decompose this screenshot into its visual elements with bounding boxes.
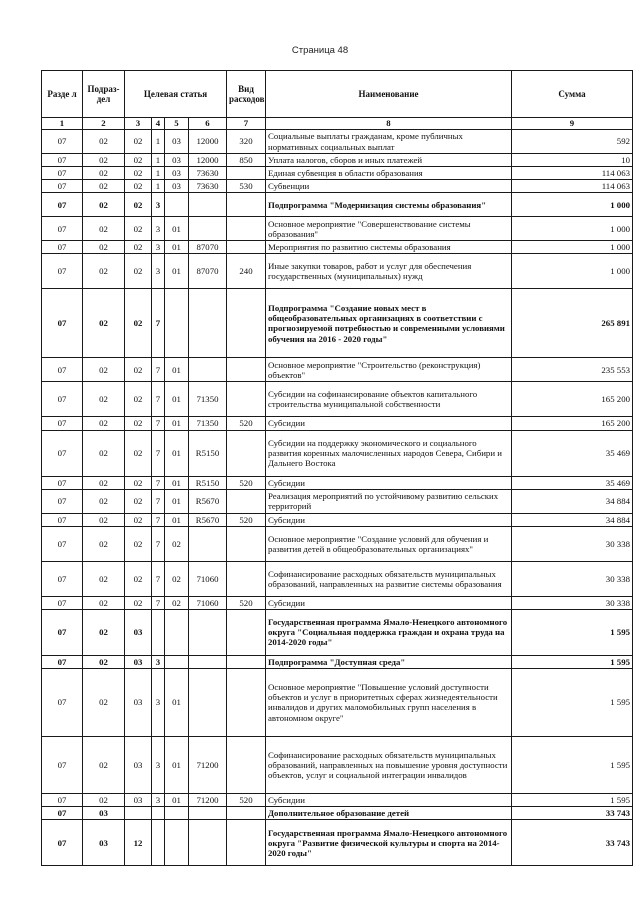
activity-code-cell: 02 <box>165 561 189 596</box>
activity-code-cell: 03 <box>165 167 189 180</box>
amount-cell: 1 595 <box>512 655 633 668</box>
program-code-cell <box>125 807 152 820</box>
subprogram-code-cell: 3 <box>152 793 165 806</box>
amount-cell: 30 338 <box>512 526 633 561</box>
direction-code-cell <box>189 526 227 561</box>
program-code-cell: 02 <box>125 382 152 417</box>
amount-cell: 1 595 <box>512 668 633 736</box>
amount-cell: 33 743 <box>512 820 633 866</box>
header-row <box>42 71 633 118</box>
razdel-cell: 07 <box>42 382 83 417</box>
program-code-cell: 02 <box>125 561 152 596</box>
podrazdel-cell: 02 <box>83 254 125 289</box>
table-row <box>42 154 633 167</box>
amount-cell: 265 891 <box>512 289 633 358</box>
col-number: 1 <box>42 118 83 130</box>
podrazdel-cell: 02 <box>83 217 125 241</box>
razdel-cell: 07 <box>42 655 83 668</box>
col-number: 3 <box>125 118 152 130</box>
expense-type-cell <box>227 193 266 217</box>
activity-code-cell: 01 <box>165 430 189 476</box>
activity-code-cell: 01 <box>165 241 189 254</box>
razdel-cell: 07 <box>42 193 83 217</box>
subprogram-code-cell: 1 <box>152 180 165 193</box>
razdel-cell: 07 <box>42 180 83 193</box>
expense-type-cell <box>227 167 266 180</box>
razdel-cell: 07 <box>42 154 83 167</box>
item-name-cell: Государственная программа Ямало-Ненецкого автономного округа "Социальная поддержка граждан и охрана труда на 2014-2020 годы" <box>266 609 512 655</box>
item-name-cell: Субсидии <box>266 596 512 609</box>
activity-code-cell: 03 <box>165 154 189 167</box>
amount-cell: 33 743 <box>512 807 633 820</box>
podrazdel-cell: 02 <box>83 489 125 513</box>
expense-type-cell <box>227 382 266 417</box>
header-sum: Сумма <box>512 71 633 118</box>
item-name-cell: Софинансирование расходных обязательств муниципальных образований, направленных на развитие системы образования <box>266 561 512 596</box>
expense-type-cell: 520 <box>227 793 266 806</box>
expense-type-cell <box>227 655 266 668</box>
razdel-cell: 07 <box>42 513 83 526</box>
item-name-cell: Субвенции <box>266 180 512 193</box>
direction-code-cell: 87070 <box>189 241 227 254</box>
table-row <box>42 596 633 609</box>
amount-cell: 1 000 <box>512 217 633 241</box>
expense-type-cell <box>227 820 266 866</box>
subprogram-code-cell: 7 <box>152 526 165 561</box>
activity-code-cell: 01 <box>165 217 189 241</box>
table-row <box>42 668 633 736</box>
razdel-cell: 07 <box>42 241 83 254</box>
amount-cell: 35 469 <box>512 430 633 476</box>
expense-type-cell <box>227 358 266 382</box>
direction-code-cell <box>189 807 227 820</box>
budget-table <box>41 70 633 866</box>
subprogram-code-cell: 7 <box>152 476 165 489</box>
subprogram-code-cell: 7 <box>152 513 165 526</box>
activity-code-cell: 01 <box>165 489 189 513</box>
podrazdel-cell: 02 <box>83 167 125 180</box>
page-number-label: Страница 48 <box>291 45 349 56</box>
table-row <box>42 130 633 154</box>
podrazdel-cell: 03 <box>83 820 125 866</box>
item-name-cell: Единая субвенция в области образования <box>266 167 512 180</box>
expense-type-cell: 520 <box>227 513 266 526</box>
amount-cell: 34 884 <box>512 513 633 526</box>
expense-type-cell: 520 <box>227 476 266 489</box>
direction-code-cell <box>189 820 227 866</box>
program-code-cell: 03 <box>125 609 152 655</box>
table-row <box>42 193 633 217</box>
amount-cell: 1 595 <box>512 736 633 793</box>
direction-code-cell: 71060 <box>189 561 227 596</box>
direction-code-cell: R5670 <box>189 489 227 513</box>
item-name-cell: Софинансирование расходных обязательств муниципальных образований, направленных на повышение уровня доступности объектов, услуг и социальной интеграции инвалидов <box>266 736 512 793</box>
expense-type-cell <box>227 736 266 793</box>
activity-code-cell: 01 <box>165 358 189 382</box>
table-row <box>42 476 633 489</box>
subprogram-code-cell: 7 <box>152 596 165 609</box>
subprogram-code-cell: 3 <box>152 668 165 736</box>
program-code-cell: 02 <box>125 489 152 513</box>
table-row <box>42 820 633 866</box>
program-code-cell: 02 <box>125 254 152 289</box>
expense-type-cell: 520 <box>227 596 266 609</box>
table-row <box>42 513 633 526</box>
table-row <box>42 609 633 655</box>
razdel-cell: 07 <box>42 561 83 596</box>
razdel-cell: 07 <box>42 254 83 289</box>
item-name-cell: Субсидии <box>266 793 512 806</box>
podrazdel-cell: 02 <box>83 596 125 609</box>
program-code-cell: 03 <box>125 736 152 793</box>
program-code-cell: 02 <box>125 167 152 180</box>
activity-code-cell: 01 <box>165 254 189 289</box>
table-row <box>42 489 633 513</box>
direction-code-cell: 71060 <box>189 596 227 609</box>
direction-code-cell: 73630 <box>189 167 227 180</box>
razdel-cell: 07 <box>42 358 83 382</box>
item-name-cell: Субсидии <box>266 513 512 526</box>
table-row <box>42 382 633 417</box>
subprogram-code-cell: 1 <box>152 130 165 154</box>
subprogram-code-cell <box>152 807 165 820</box>
expense-type-cell <box>227 609 266 655</box>
direction-code-cell <box>189 655 227 668</box>
activity-code-cell: 01 <box>165 793 189 806</box>
activity-code-cell <box>165 807 189 820</box>
direction-code-cell <box>189 609 227 655</box>
podrazdel-cell: 02 <box>83 358 125 382</box>
direction-code-cell: 87070 <box>189 254 227 289</box>
program-code-cell: 02 <box>125 526 152 561</box>
amount-cell: 592 <box>512 130 633 154</box>
activity-code-cell: 01 <box>165 382 189 417</box>
program-code-cell: 02 <box>125 154 152 167</box>
table-row <box>42 254 633 289</box>
program-code-cell: 02 <box>125 180 152 193</box>
expense-type-cell: 520 <box>227 417 266 430</box>
item-name-cell: Уплата налогов, сборов и иных платежей <box>266 154 512 167</box>
amount-cell: 114 063 <box>512 180 633 193</box>
expense-type-cell <box>227 217 266 241</box>
subprogram-code-cell: 3 <box>152 655 165 668</box>
table-row <box>42 526 633 561</box>
razdel-cell: 07 <box>42 609 83 655</box>
header-expense-type: Вид расходов <box>227 71 266 118</box>
expense-type-cell <box>227 289 266 358</box>
col-number: 9 <box>512 118 633 130</box>
amount-cell: 30 338 <box>512 561 633 596</box>
podrazdel-cell: 02 <box>83 193 125 217</box>
podrazdel-cell: 02 <box>83 655 125 668</box>
direction-code-cell <box>189 217 227 241</box>
table-row <box>42 217 633 241</box>
direction-code-cell: 12000 <box>189 154 227 167</box>
expense-type-cell: 320 <box>227 130 266 154</box>
header-razdel: Разде л <box>42 71 83 118</box>
table-body <box>42 130 633 866</box>
expense-type-cell <box>227 241 266 254</box>
table-row <box>42 655 633 668</box>
activity-code-cell: 01 <box>165 668 189 736</box>
amount-cell: 1 000 <box>512 254 633 289</box>
program-code-cell: 02 <box>125 596 152 609</box>
item-name-cell: Основное мероприятие "Создание условий для обучения и развития детей в общеобразовательных организациях" <box>266 526 512 561</box>
activity-code-cell <box>165 193 189 217</box>
amount-cell: 10 <box>512 154 633 167</box>
direction-code-cell <box>189 289 227 358</box>
program-code-cell: 02 <box>125 430 152 476</box>
amount-cell: 1 595 <box>512 793 633 806</box>
table-row <box>42 180 633 193</box>
item-name-cell: Иные закупки товаров, работ и услуг для обеспечения государственных (муниципальных) нужд <box>266 254 512 289</box>
podrazdel-cell: 02 <box>83 793 125 806</box>
razdel-cell: 07 <box>42 736 83 793</box>
activity-code-cell: 03 <box>165 180 189 193</box>
subprogram-code-cell: 7 <box>152 489 165 513</box>
direction-code-cell: 12000 <box>189 130 227 154</box>
item-name-cell: Мероприятия по развитию системы образования <box>266 241 512 254</box>
amount-cell: 235 553 <box>512 358 633 382</box>
item-name-cell: Субсидии <box>266 417 512 430</box>
table-row <box>42 289 633 358</box>
program-code-cell: 02 <box>125 513 152 526</box>
item-name-cell: Подпрограмма "Создание новых мест в общеобразовательных организациях в соответствии с прогнозируемой потребностью и современными условиями обучения на 2016 - 2020 годы" <box>266 289 512 358</box>
direction-code-cell: 73630 <box>189 180 227 193</box>
direction-code-cell: R5670 <box>189 513 227 526</box>
subprogram-code-cell: 3 <box>152 193 165 217</box>
subprogram-code-cell: 3 <box>152 254 165 289</box>
amount-cell: 35 469 <box>512 476 633 489</box>
program-code-cell: 02 <box>125 241 152 254</box>
direction-code-cell <box>189 668 227 736</box>
activity-code-cell <box>165 609 189 655</box>
item-name-cell: Субсидии <box>266 476 512 489</box>
subprogram-code-cell: 7 <box>152 430 165 476</box>
podrazdel-cell: 02 <box>83 430 125 476</box>
expense-type-cell <box>227 526 266 561</box>
amount-cell: 114 063 <box>512 167 633 180</box>
razdel-cell: 07 <box>42 430 83 476</box>
podrazdel-cell: 02 <box>83 417 125 430</box>
razdel-cell: 07 <box>42 807 83 820</box>
amount-cell: 165 200 <box>512 417 633 430</box>
expense-type-cell <box>227 561 266 596</box>
program-code-cell: 02 <box>125 193 152 217</box>
razdel-cell: 07 <box>42 526 83 561</box>
direction-code-cell <box>189 193 227 217</box>
col-number: 6 <box>189 118 227 130</box>
table-row <box>42 561 633 596</box>
podrazdel-cell: 02 <box>83 154 125 167</box>
header-podrazdel: Подраз- дел <box>83 71 125 118</box>
column-number-row <box>42 118 633 130</box>
activity-code-cell <box>165 655 189 668</box>
activity-code-cell: 02 <box>165 596 189 609</box>
col-number: 7 <box>227 118 266 130</box>
col-number: 5 <box>165 118 189 130</box>
item-name-cell: Государственная программа Ямало-Ненецкого автономного округа "Развитие физической культуры и спорта на 2014-2020 годы" <box>266 820 512 866</box>
header-name: Наименование <box>266 71 512 118</box>
activity-code-cell: 01 <box>165 513 189 526</box>
podrazdel-cell: 02 <box>83 289 125 358</box>
activity-code-cell <box>165 289 189 358</box>
item-name-cell: Основное мероприятие "Строительство (реконструкция) объектов" <box>266 358 512 382</box>
amount-cell: 30 338 <box>512 596 633 609</box>
activity-code-cell: 01 <box>165 417 189 430</box>
header-target-article: Целевая статья <box>125 71 227 118</box>
col-number: 2 <box>83 118 125 130</box>
program-code-cell: 02 <box>125 130 152 154</box>
program-code-cell: 02 <box>125 476 152 489</box>
program-code-cell: 02 <box>125 417 152 430</box>
table-row <box>42 358 633 382</box>
subprogram-code-cell: 1 <box>152 154 165 167</box>
podrazdel-cell: 02 <box>83 736 125 793</box>
podrazdel-cell: 02 <box>83 476 125 489</box>
table-row <box>42 807 633 820</box>
razdel-cell: 07 <box>42 793 83 806</box>
table-row <box>42 167 633 180</box>
expense-type-cell <box>227 807 266 820</box>
activity-code-cell <box>165 820 189 866</box>
table-row <box>42 736 633 793</box>
program-code-cell: 12 <box>125 820 152 866</box>
razdel-cell: 07 <box>42 217 83 241</box>
activity-code-cell: 03 <box>165 130 189 154</box>
podrazdel-cell: 02 <box>83 561 125 596</box>
podrazdel-cell: 02 <box>83 668 125 736</box>
program-code-cell: 03 <box>125 793 152 806</box>
program-code-cell: 03 <box>125 655 152 668</box>
podrazdel-cell: 02 <box>83 130 125 154</box>
direction-code-cell: R5150 <box>189 476 227 489</box>
amount-cell: 1 000 <box>512 193 633 217</box>
amount-cell: 165 200 <box>512 382 633 417</box>
table-row <box>42 430 633 476</box>
item-name-cell: Подпрограмма "Модернизация системы образования" <box>266 193 512 217</box>
program-code-cell: 03 <box>125 668 152 736</box>
direction-code-cell: 71350 <box>189 382 227 417</box>
subprogram-code-cell <box>152 609 165 655</box>
podrazdel-cell: 02 <box>83 180 125 193</box>
expense-type-cell: 850 <box>227 154 266 167</box>
subprogram-code-cell: 7 <box>152 561 165 596</box>
razdel-cell: 07 <box>42 596 83 609</box>
item-name-cell: Реализация мероприятий по устойчивому развитию сельских территорий <box>266 489 512 513</box>
expense-type-cell <box>227 430 266 476</box>
expense-type-cell: 530 <box>227 180 266 193</box>
podrazdel-cell: 02 <box>83 241 125 254</box>
razdel-cell: 07 <box>42 476 83 489</box>
razdel-cell: 07 <box>42 130 83 154</box>
subprogram-code-cell: 3 <box>152 217 165 241</box>
direction-code-cell: R5150 <box>189 430 227 476</box>
amount-cell: 1 595 <box>512 609 633 655</box>
subprogram-code-cell: 7 <box>152 417 165 430</box>
program-code-cell: 02 <box>125 358 152 382</box>
subprogram-code-cell: 3 <box>152 736 165 793</box>
expense-type-cell <box>227 668 266 736</box>
direction-code-cell: 71200 <box>189 793 227 806</box>
col-number: 8 <box>266 118 512 130</box>
activity-code-cell: 02 <box>165 526 189 561</box>
item-name-cell: Социальные выплаты гражданам, кроме публичных нормативных социальных выплат <box>266 130 512 154</box>
activity-code-cell: 01 <box>165 476 189 489</box>
expense-type-cell: 240 <box>227 254 266 289</box>
direction-code-cell <box>189 358 227 382</box>
subprogram-code-cell: 7 <box>152 289 165 358</box>
subprogram-code-cell: 7 <box>152 382 165 417</box>
razdel-cell: 07 <box>42 417 83 430</box>
item-name-cell: Подпрограмма "Доступная среда" <box>266 655 512 668</box>
table-row <box>42 417 633 430</box>
subprogram-code-cell: 3 <box>152 241 165 254</box>
item-name-cell: Дополнительное образование детей <box>266 807 512 820</box>
col-number: 4 <box>152 118 165 130</box>
direction-code-cell: 71350 <box>189 417 227 430</box>
razdel-cell: 07 <box>42 167 83 180</box>
item-name-cell: Субсидии на софинансирование объектов капитального строительства муниципальной собственности <box>266 382 512 417</box>
razdel-cell: 07 <box>42 289 83 358</box>
amount-cell: 34 884 <box>512 489 633 513</box>
item-name-cell: Субсидии на поддержку экономического и социального развития коренных малочисленных народов Севера, Сибири и Дальнего Востока <box>266 430 512 476</box>
razdel-cell: 07 <box>42 820 83 866</box>
item-name-cell: Основное мероприятие "Повышение условий доступности объектов и услуг в приоритетных сферах жизнедеятельности инвалидов и других маломобильных групп населения в автономном округе" <box>266 668 512 736</box>
item-name-cell: Основное мероприятие "Совершенствование системы образования" <box>266 217 512 241</box>
program-code-cell: 02 <box>125 217 152 241</box>
podrazdel-cell: 03 <box>83 807 125 820</box>
subprogram-code-cell <box>152 820 165 866</box>
table-row <box>42 241 633 254</box>
podrazdel-cell: 02 <box>83 526 125 561</box>
direction-code-cell: 71200 <box>189 736 227 793</box>
subprogram-code-cell: 7 <box>152 358 165 382</box>
razdel-cell: 07 <box>42 668 83 736</box>
activity-code-cell: 01 <box>165 736 189 793</box>
subprogram-code-cell: 1 <box>152 167 165 180</box>
expense-type-cell <box>227 489 266 513</box>
razdel-cell: 07 <box>42 489 83 513</box>
table-row <box>42 793 633 806</box>
podrazdel-cell: 02 <box>83 609 125 655</box>
program-code-cell: 02 <box>125 289 152 358</box>
podrazdel-cell: 02 <box>83 513 125 526</box>
podrazdel-cell: 02 <box>83 382 125 417</box>
amount-cell: 1 000 <box>512 241 633 254</box>
